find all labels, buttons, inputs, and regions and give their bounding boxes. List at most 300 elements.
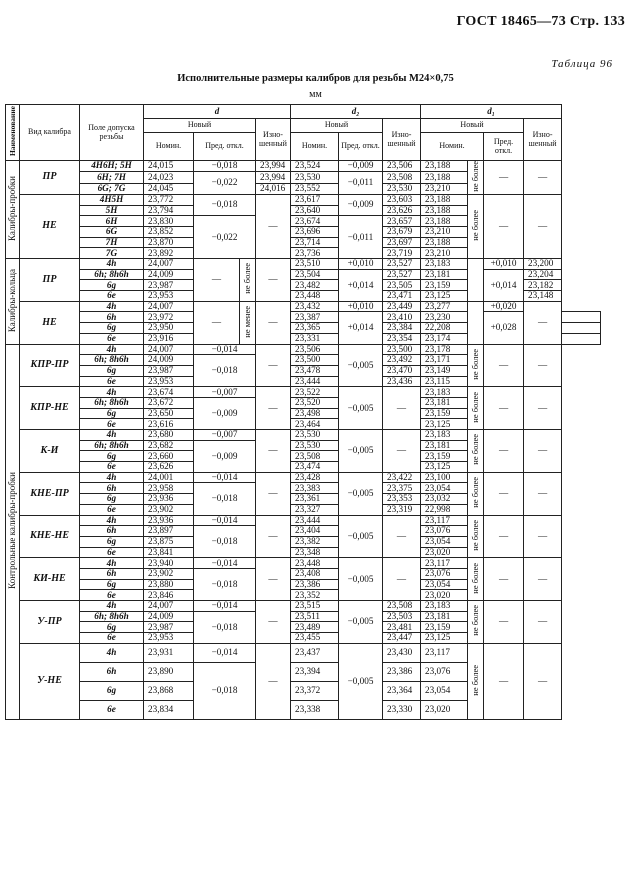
table-row [6,259,601,270]
d2-nomin: 23,640 [291,205,339,216]
d1-pred: — [484,344,524,387]
d1-nomin: 23,188 [421,194,468,205]
d-worn: — [256,194,291,258]
d2-worn: 23,508 [383,601,421,612]
d-nomin: 24,009 [144,355,194,366]
d2-pred: −0,011 [339,216,383,259]
note-text: не более [470,161,481,192]
note-text: не более [470,434,481,466]
d2-pred: −0,011 [339,171,383,194]
d2-nomin: 23,489 [291,622,339,633]
table-row [6,558,601,569]
d-nomin: 23,892 [144,248,194,259]
gauge-type: ПР [20,259,80,302]
table-row [6,643,601,662]
d1-worn: 23,148 [524,291,562,302]
d2-worn: 23,481 [383,622,421,633]
d1-nomin: 23,100 [421,472,468,483]
d1-note [468,472,484,515]
d2-worn: — [383,515,421,558]
d-pred: −0,014 [194,601,256,612]
d-nomin: 23,794 [144,205,194,216]
d-pred: −0,018 [194,662,256,719]
col-d2-pred: Пред. откл. [339,133,383,161]
tolerance-field: 6e [80,700,144,719]
d2-pred: +0,010 [339,259,383,270]
note-text: не более [470,348,481,380]
d2-nomin: 23,498 [291,408,339,419]
tolerance-field: 6h; 8h6h [80,269,144,280]
d2-worn: 23,449 [383,301,421,312]
d2-nomin: 23,510 [291,259,339,270]
d-nomin: 23,682 [144,440,194,451]
tolerance-field: 7G [80,248,144,259]
d1-note [468,301,484,344]
note-text: не более [470,605,481,637]
d2-worn: 23,430 [383,643,421,662]
d-nomin: 24,007 [144,301,194,312]
gauge-type: НЕ [20,301,80,344]
d2-nomin: 23,522 [291,387,339,398]
d2-nomin: 23,674 [291,216,339,227]
d-nomin: 23,916 [144,333,194,344]
tolerance-field: 6g [80,365,144,376]
tolerance-field: 6e [80,419,144,430]
note-text: не более [242,263,253,295]
d-nomin: 23,680 [144,430,194,441]
d2-nomin: 23,365 [291,323,339,334]
d2-nomin: 23,500 [291,355,339,366]
note-text: не более [470,210,481,241]
table-row [6,472,601,483]
d2-nomin: 23,348 [291,547,339,558]
tolerance-field: 6e [80,633,144,644]
tolerance-field: 6H; 7H [80,171,144,184]
d1-nomin: 23,117 [421,558,468,569]
tolerance-field: 6g [80,681,144,700]
tolerance-field: 6h [80,662,144,681]
col-d2: d₂ [291,105,421,119]
d1-nomin: 23,183 [421,430,468,441]
d2-worn: 23,319 [383,504,421,515]
d2-worn: — [383,430,421,473]
d-nomin: 23,772 [144,194,194,205]
d1-worn: — [524,472,562,515]
d1-worn: — [524,194,562,258]
d2-pred: −0,009 [339,161,383,172]
d1-worn: — [524,344,562,387]
d-pred: −0,018 [194,355,256,387]
d-pred: −0,014 [194,344,256,355]
d-nomin: 23,902 [144,504,194,515]
d2-nomin: 23,372 [291,681,339,700]
tolerance-field: 6g [80,579,144,590]
d-nomin: 23,958 [144,483,194,494]
d2-nomin: 23,504 [291,269,339,280]
d2-nomin: 23,331 [291,333,339,344]
gauge-type: КПР-ПР [20,344,80,387]
d1-nomin: 23,125 [421,633,468,644]
d1-nomin: 23,277 [421,301,468,312]
d2-nomin: 23,530 [291,171,339,184]
d1-nomin: 23,210 [421,248,468,259]
tolerance-field: 4h [80,643,144,662]
d-pred: −0,022 [194,216,256,259]
d2-nomin: 23,617 [291,194,339,205]
tolerance-field: 6h [80,483,144,494]
d-worn: — [256,344,291,387]
d2-pred: +0,010 [339,301,383,312]
d1-nomin: 23,174 [421,333,468,344]
d1-worn: — [524,430,562,473]
tolerance-field: 6e [80,376,144,387]
d-nomin: 23,931 [144,643,194,662]
tolerance-field: 6H [80,216,144,227]
tolerance-field: 6h [80,526,144,537]
d1-pred: +0,014 [484,269,524,301]
d1-nomin: 23,181 [421,397,468,408]
d-nomin: 23,616 [144,419,194,430]
d2-nomin: 23,474 [291,462,339,473]
d2-nomin: 23,506 [291,344,339,355]
d1-worn: — [524,601,562,644]
d1-worn: 23,182 [524,280,562,291]
col-d: d [144,105,291,119]
d1-nomin: 23,117 [421,515,468,526]
col-d1-pred: Пред. откл. [484,133,524,161]
d1-nomin: 23,183 [421,259,468,270]
d1-nomin: 23,076 [421,568,468,579]
d2-nomin: 23,404 [291,526,339,537]
d-nomin: 23,830 [144,216,194,227]
d1-nomin: 23,076 [421,662,468,681]
gauge-type: КИ-НЕ [20,558,80,601]
tolerance-field: 6h [80,312,144,323]
col-d1-noviy: Новый [421,119,524,133]
d2-worn: 23,657 [383,216,421,227]
d2-worn: — [383,558,421,601]
d-nomin: 23,953 [144,633,194,644]
d2-nomin: 23,428 [291,472,339,483]
d1-nomin: 22,998 [421,504,468,515]
tolerance-field: 6e [80,333,144,344]
d2-nomin: 23,327 [291,504,339,515]
d-pred: — [194,301,240,344]
d2-pred: −0,005 [339,558,383,601]
d1-nomin: 23,159 [421,408,468,419]
d-pred: −0,018 [194,568,256,600]
d1-worn [562,333,601,344]
table-row [6,430,601,441]
d-pred: −0,018 [194,194,256,215]
d-nomin: 24,045 [144,184,194,195]
d2-nomin: 23,478 [291,365,339,376]
tolerance-field: 6h [80,568,144,579]
tolerance-field: 6e [80,547,144,558]
note-text: не более [470,562,481,594]
d1-nomin: 23,020 [421,590,468,601]
col-d1: d₁ [421,105,562,119]
d1-pred: — [484,601,524,644]
d1-note [468,344,484,387]
d1-note [468,601,484,644]
d-worn: — [256,515,291,558]
d2-worn: 23,508 [383,171,421,184]
d2-nomin: 23,696 [291,226,339,237]
group-label-text: Контрольные калибры-пробки [7,472,17,589]
d1-pred: — [484,161,524,195]
d2-nomin: 23,394 [291,662,339,681]
d2-worn: 23,492 [383,355,421,366]
tolerance-field: 4h [80,472,144,483]
d2-pred: −0,005 [339,472,383,515]
tolerance-field: 6G; 7G [80,184,144,195]
d2-nomin: 23,432 [291,301,339,312]
d1-worn: 23,204 [524,269,562,280]
d-nomin: 24,007 [144,344,194,355]
d2-worn: 23,375 [383,483,421,494]
d-nomin: 23,890 [144,662,194,681]
d2-nomin: 23,455 [291,633,339,644]
tolerance-field: 6g [80,494,144,505]
d2-nomin: 23,520 [291,397,339,408]
d1-worn: — [524,515,562,558]
d-nomin: 23,880 [144,579,194,590]
d-pred: −0,007 [194,430,256,441]
d2-nomin: 23,408 [291,568,339,579]
d1-nomin: 23,054 [421,536,468,547]
d2-worn: 23,603 [383,194,421,205]
d1-nomin: 23,054 [421,681,468,700]
d1-nomin: 23,188 [421,161,468,172]
d1-pred: — [484,558,524,601]
d1-pred: — [484,430,524,473]
d2-worn: 23,422 [383,472,421,483]
d1-note [468,387,484,430]
table-row [6,601,601,612]
d1-nomin: 23,178 [421,344,468,355]
tolerance-field: 5H [80,205,144,216]
d2-worn: 23,471 [383,291,421,302]
d-worn: — [256,387,291,430]
d-pred: −0,009 [194,440,256,472]
d1-nomin: 23,183 [421,387,468,398]
d2-pred: −0,009 [339,194,383,215]
calibers-table [5,104,601,720]
d2-worn: 23,410 [383,312,421,323]
d1-worn: — [524,161,562,195]
gauge-type: У-ПР [20,601,80,644]
d1-nomin: 23,076 [421,526,468,537]
d2-worn: 23,527 [383,269,421,280]
d1-note [468,643,484,719]
d1-nomin: 23,159 [421,451,468,462]
tolerance-field: 6g [80,536,144,547]
tolerance-field: 4H6H; 5H [80,161,144,172]
d1-pred: — [484,515,524,558]
d2-worn: 23,719 [383,248,421,259]
d1-note [468,430,484,473]
col-d1-izno: Изно-шенный [524,119,562,161]
d1-worn: — [524,558,562,601]
gauge-type: ПР [20,161,80,195]
d-nomin: 23,841 [144,547,194,558]
d1-note [468,259,484,302]
tolerance-field: 4h [80,558,144,569]
tolerance-field: 4h [80,515,144,526]
d2-nomin: 23,482 [291,280,339,291]
tolerance-field: 6e [80,462,144,473]
d2-pred: −0,005 [339,387,383,430]
group-label-text: Калибры-пробки [7,175,17,241]
d-nomin: 23,987 [144,280,194,291]
d-nomin: 24,015 [144,161,194,172]
d-nomin: 23,936 [144,494,194,505]
d1-nomin: 23,159 [421,280,468,291]
d1-nomin: 23,117 [421,643,468,662]
d-nomin: 24,001 [144,472,194,483]
note-text: не более [470,664,481,696]
d-nomin: 23,626 [144,462,194,473]
d1-nomin: 23,181 [421,269,468,280]
d1-nomin: 23,210 [421,226,468,237]
d-nomin: 23,972 [144,312,194,323]
tolerance-field: 6G [80,226,144,237]
tolerance-field: 4H5H [80,194,144,205]
d-pred: −0,018 [194,161,256,172]
d1-nomin: 23,188 [421,171,468,184]
table-row [6,344,601,355]
d1-nomin: 23,032 [421,494,468,505]
d-pred: −0,007 [194,387,256,398]
table-row [6,194,601,205]
d-nomin: 23,674 [144,387,194,398]
d1-nomin: 23,230 [421,312,468,323]
note-text: не более [470,391,481,423]
d-nomin: 24,009 [144,269,194,280]
table-row [6,269,601,280]
d-worn: 23,994 [256,171,291,184]
d-pred: −0,022 [194,171,256,194]
d2-worn: 23,386 [383,662,421,681]
d-nomin: 23,852 [144,226,194,237]
d2-pred: −0,005 [339,601,383,644]
d2-pred: −0,005 [339,643,383,719]
d1-nomin: 23,020 [421,700,468,719]
d-nomin: 23,846 [144,590,194,601]
col-vid-kalibra: Вид калибра [20,105,80,161]
gauge-type: К-И [20,430,80,473]
tolerance-field: 6e [80,504,144,515]
tolerance-field: 4h [80,601,144,612]
d2-nomin: 23,387 [291,312,339,323]
d2-nomin: 23,524 [291,161,339,172]
d-worn: 23,994 [256,161,291,172]
col-d-pred: Пред. откл. [194,133,256,161]
d2-nomin: 23,530 [291,430,339,441]
col-d2-noviy: Новый [291,119,383,133]
tolerance-field: 4h [80,387,144,398]
gauge-type: КПР-НЕ [20,387,80,430]
gauge-type: НЕ [20,194,80,258]
d-nomin: 23,902 [144,568,194,579]
d2-worn: 23,470 [383,365,421,376]
col-naimenovanie: Наименование [6,105,20,161]
d-nomin: 24,023 [144,171,194,184]
table-row [6,312,601,323]
tolerance-field: 4h [80,301,144,312]
d2-worn: 23,330 [383,700,421,719]
d-worn: — [256,558,291,601]
d1-nomin: 23,188 [421,205,468,216]
col-d2-nomin: Номин. [291,133,339,161]
d2-worn: 23,679 [383,226,421,237]
d1-nomin: 23,181 [421,611,468,622]
d1-nomin: 23,125 [421,419,468,430]
d-nomin: 24,009 [144,611,194,622]
d2-nomin: 23,383 [291,483,339,494]
d2-nomin: 23,448 [291,291,339,302]
d2-worn: 23,384 [383,323,421,334]
d-nomin: 24,007 [144,259,194,270]
d-pred: −0,014 [194,515,256,526]
d1-pred: — [484,387,524,430]
d2-worn: 23,506 [383,161,421,172]
d1-note [468,194,484,258]
page-header: ГОСТ 18465—73 Стр. 133 [456,14,625,29]
d1-worn [562,312,601,323]
d1-note [468,558,484,601]
d1-nomin: 23,125 [421,462,468,473]
d-pred: −0,014 [194,558,256,569]
d2-worn: 23,436 [383,376,421,387]
d1-pred: +0,010 [484,259,524,270]
d2-worn: 23,697 [383,237,421,248]
d-nomin: 23,870 [144,237,194,248]
d-worn: — [256,601,291,644]
d2-worn: — [383,387,421,430]
d2-nomin: 23,352 [291,590,339,601]
d-nomin: 23,672 [144,397,194,408]
d-nomin: 23,953 [144,291,194,302]
tolerance-field: 6h; 8h6h [80,611,144,622]
table-row [6,161,601,172]
d1-pred: — [484,194,524,258]
d-nomin: 23,950 [144,323,194,334]
d-pred: −0,018 [194,483,256,515]
gauge-type: КНЕ-НЕ [20,515,80,558]
tolerance-field: 6g [80,451,144,462]
d2-nomin: 23,386 [291,579,339,590]
d2-pred: −0,005 [339,515,383,558]
d1-nomin: 23,181 [421,440,468,451]
d2-nomin: 23,552 [291,184,339,195]
d2-nomin: 23,714 [291,237,339,248]
group-label [6,344,20,719]
gauge-type: У-НЕ [20,643,80,719]
d2-worn: 23,527 [383,259,421,270]
d-pred: — [194,259,240,302]
d2-worn: 23,447 [383,633,421,644]
tolerance-field: 6h; 8h6h [80,355,144,366]
d-worn: — [256,643,291,719]
d2-worn: 23,364 [383,681,421,700]
d1-pred: +0,028 [484,312,524,344]
tolerance-field: 4h [80,344,144,355]
d-pred: −0,014 [194,643,256,662]
units-label: мм [309,89,322,100]
col-d-izno: Изно-шенный [256,119,291,161]
